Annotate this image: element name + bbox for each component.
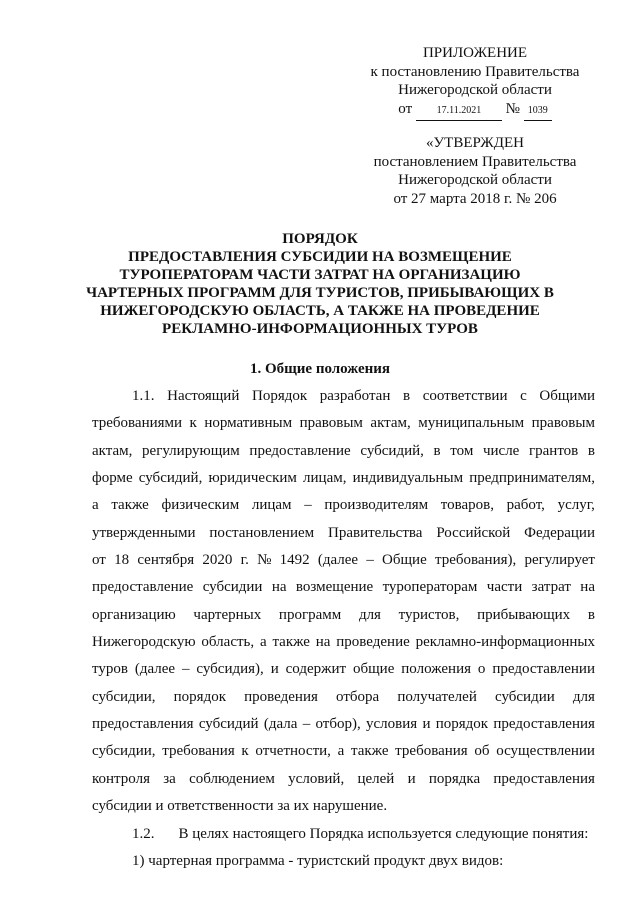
word: за [163, 770, 176, 787]
word: а [259, 634, 267, 651]
word: индивидуальным [352, 470, 464, 487]
word: субсидии, [92, 743, 156, 760]
word: Российской [436, 524, 511, 541]
word: требования), [434, 552, 517, 569]
word: в [433, 442, 441, 459]
word: предоставления [493, 770, 595, 787]
word: субсидии, [92, 688, 156, 705]
word: субсидии [202, 579, 263, 596]
word: – [181, 661, 190, 678]
word: положения [401, 661, 472, 678]
title-line: ПОРЯДОК [282, 231, 358, 247]
title-line: ЧАРТЕРНЫХ ПРОГРАММ ДЛЯ ТУРИСТОВ, ПРИБЫВАЮЩИХ В [86, 285, 554, 301]
word: регулирует [524, 552, 595, 569]
text-line [92, 547, 595, 574]
text-line [92, 438, 595, 465]
word: субсидия), [196, 661, 264, 678]
word: – [304, 497, 312, 514]
word: для [572, 688, 595, 705]
text-line [92, 684, 595, 711]
word: а [92, 497, 99, 514]
word: также [350, 743, 389, 760]
word: части [486, 579, 523, 596]
word: актам, [370, 415, 411, 432]
word: отчетности, [255, 743, 331, 760]
approved-line-1: «УТВЕРЖДЕН [426, 135, 524, 151]
word: чартерных [193, 606, 262, 623]
word: регулирующим [142, 442, 240, 459]
word: на [580, 579, 595, 596]
word: и [270, 661, 279, 678]
approved-line-2: постановлением Правительства [373, 153, 577, 170]
text-line [92, 766, 595, 793]
attachment-title: ПРИЛОЖЕНИЕ [422, 45, 528, 61]
word: в [587, 442, 595, 459]
title-line: РЕКЛАМНО-ИНФОРМАЦИОННЫХ ТУРОВ [162, 321, 478, 337]
title-line: ПРЕДОСТАВЛЕНИЯ СУБСИДИИ НА ВОЗМЕЩЕНИЕ [128, 249, 512, 265]
word: правовым [299, 415, 363, 432]
text-line [92, 602, 595, 629]
attachment-block [330, 44, 620, 121]
word: 2020 [202, 552, 233, 569]
approved-line-4: от 27 марта 2018 г. № 206 [393, 190, 557, 207]
word: отбора [336, 688, 380, 705]
word: а [337, 743, 345, 760]
attachment-date-row [330, 100, 620, 122]
word: 18 [114, 552, 130, 569]
word: программ [278, 606, 342, 623]
word: порядок [173, 688, 227, 705]
text-line [92, 738, 595, 765]
word: область, [201, 634, 255, 651]
word: целей [357, 770, 395, 787]
word: на [271, 579, 287, 596]
word: Порядок [251, 388, 308, 404]
text-line [92, 492, 595, 519]
word: субсидий [198, 716, 259, 733]
word: Нижегородскую [92, 634, 196, 651]
word: отбор), [315, 716, 361, 733]
word: осуществлении [496, 743, 595, 760]
paragraph-1-2 [92, 821, 595, 848]
paragraph-1-1-lines [92, 410, 595, 793]
word: требования [395, 743, 468, 760]
word: о [477, 661, 486, 678]
word: Федерации [524, 524, 595, 541]
word: лицам, [303, 470, 347, 487]
word: муниципальным [418, 415, 525, 432]
word: том [450, 442, 474, 459]
word: физическим [161, 497, 240, 514]
body-text [92, 383, 595, 875]
word: 1492 [279, 552, 310, 569]
word: субсидий, [360, 442, 424, 459]
word: предпринимателям, [469, 470, 595, 487]
word: числе [482, 442, 520, 459]
paragraph-number: 1.2. [132, 825, 155, 842]
word: утвержденными [92, 524, 196, 541]
word: № [257, 552, 272, 569]
word: контроля [92, 770, 150, 787]
text-line [92, 520, 595, 547]
word: (далее [134, 661, 176, 678]
list-item-text: 1) чартерная программа - туристский продукт двух видов: [132, 852, 504, 869]
word: сентября [137, 552, 195, 569]
word: юридическим [208, 470, 297, 487]
word: соблюдением [189, 770, 275, 787]
word: разработан [319, 388, 391, 404]
number-sign: № [505, 100, 520, 117]
word: туров [92, 661, 128, 678]
paragraph-1-1-last-line [92, 793, 595, 820]
word: предоставление [92, 579, 194, 596]
word: (дала [263, 716, 298, 733]
list-item-1 [92, 848, 595, 875]
title-line: НИЖЕГОРОДСКУЮ ОБЛАСТЬ, А ТАКЖЕ НА ПРОВЕДЕНИЕ [100, 303, 540, 319]
word: нормативным [204, 415, 293, 432]
word: субсидий, [138, 470, 203, 487]
title-line: ТУРОПЕРАТОРАМ ЧАСТИ ЗАТРАТ НА ОРГАНИЗАЦИЮ [119, 267, 521, 283]
document-title [40, 230, 600, 338]
word: требования [162, 743, 235, 760]
word: Общие [382, 552, 427, 569]
text-line [92, 410, 595, 437]
text-line [92, 574, 595, 601]
word: и [407, 770, 416, 787]
word: от [92, 552, 106, 569]
decree-number: 1039 [524, 102, 552, 122]
word: прибывающих [477, 606, 571, 623]
word: условия [366, 716, 418, 733]
word: для [358, 606, 381, 623]
word: затрат [531, 579, 571, 596]
word: актам, [92, 442, 133, 459]
word: грантов [528, 442, 579, 459]
word: (далее [317, 552, 359, 569]
word: форме [92, 470, 133, 487]
word: работ, [506, 497, 545, 514]
word: туристов, [398, 606, 460, 623]
date-prefix: от [398, 100, 413, 117]
paragraph-text: В целях настоящего Порядка используется следующие понятия: [178, 825, 589, 842]
word: проведение [336, 634, 410, 651]
word: производителям [324, 497, 429, 514]
word: содержит [285, 661, 347, 678]
decree-date: 17.11.2021 [416, 102, 502, 122]
word: Настоящий [167, 388, 240, 404]
word: порядка [428, 770, 481, 787]
text-line [92, 711, 595, 738]
word: – [366, 552, 374, 569]
word: требованиями [92, 415, 183, 432]
word: услуг, [557, 497, 595, 514]
word: соответствии [422, 388, 508, 404]
word: постановлением [209, 524, 315, 541]
word: – [302, 716, 311, 733]
word: предоставления [493, 716, 595, 733]
word: и [422, 716, 431, 733]
paragraph-1-1-first-line [92, 383, 595, 410]
word: об [474, 743, 490, 760]
word: Правительства [328, 524, 423, 541]
approved-line-3: Нижегородской области [398, 172, 552, 188]
attachment-line-1: к постановлению Правительства [370, 63, 580, 80]
word: условий, [288, 770, 345, 787]
text-line [92, 465, 595, 492]
word: проведения [244, 688, 318, 705]
text-line [92, 656, 595, 683]
word: общие [353, 661, 395, 678]
word: субсидии [494, 688, 555, 705]
word: в [587, 606, 595, 623]
word: на [315, 634, 331, 651]
word: организацию [92, 606, 176, 623]
word: рекламно-информационных [415, 634, 595, 651]
word: к [241, 743, 249, 760]
word: товаров, [440, 497, 494, 514]
word: Общими [539, 388, 595, 404]
word: к [189, 415, 197, 432]
word: возмещение [295, 579, 374, 596]
word: порядок [435, 716, 489, 733]
approved-block [330, 134, 620, 208]
word: также [272, 634, 310, 651]
word: получателей [397, 688, 477, 705]
word: предоставление [249, 442, 351, 459]
word: правовым [531, 415, 595, 432]
word: туроператорам [382, 579, 478, 596]
text-line [92, 629, 595, 656]
section-heading: 1. Общие положения [249, 361, 391, 377]
word: предоставления [92, 716, 194, 733]
paragraph-number: 1.1. [132, 388, 155, 404]
word: также [111, 497, 149, 514]
word: с [520, 388, 527, 404]
word: г. [240, 552, 249, 569]
attachment-line-2: Нижегородской области [398, 82, 552, 98]
word: в [403, 388, 411, 404]
word: лицам [251, 497, 292, 514]
word: предоставлении [492, 661, 595, 678]
paragraph-text: субсидии и ответственности за их нарушение. [92, 798, 388, 815]
